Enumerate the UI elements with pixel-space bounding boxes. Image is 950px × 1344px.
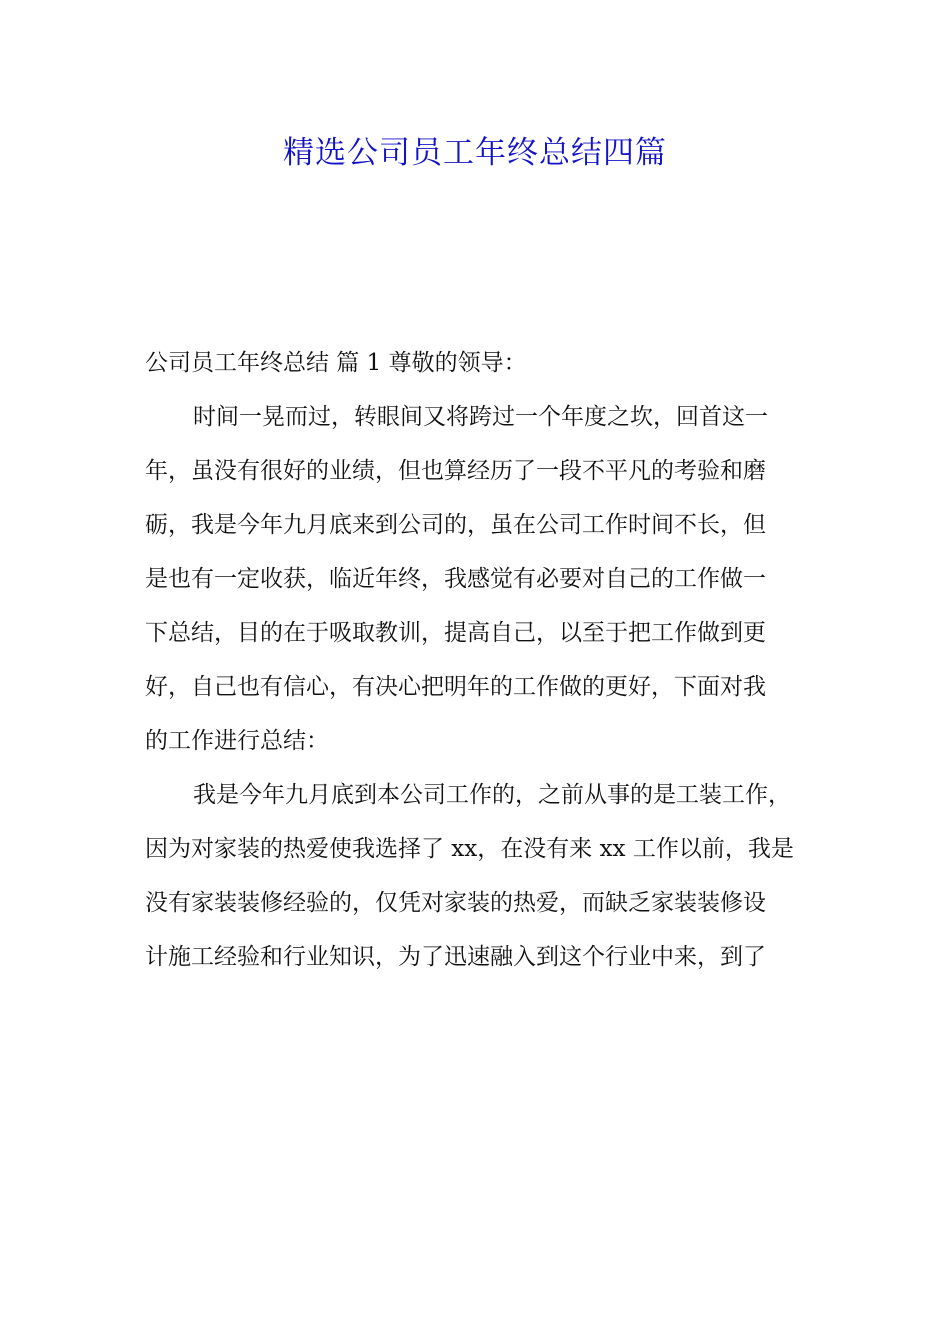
document-title: 精选公司员工年终总结四篇 xyxy=(283,135,667,171)
paragraph-line: 年，虽没有很好的业绩，但也算经历了一段不平凡的考验和磨 xyxy=(145,458,766,484)
paragraph-line: 好，自己也有信心，有决心把明年的工作做的更好，下面对我 xyxy=(145,674,766,700)
document-body xyxy=(145,336,815,984)
paragraph-line: 时间一晃而过，转眼间又将跨过一个年度之坎，回首这一 xyxy=(193,404,768,430)
paragraph-line: 计施工经验和行业知识，为了迅速融入到这个行业中来，到了 xyxy=(145,944,766,970)
paragraph-line: 的工作进行总结： xyxy=(145,728,329,754)
paragraph-line: 因为对家装的热爱使我选择了 xx，在没有来 xx 工作以前，我是 xyxy=(145,836,794,862)
paragraph-line: 没有家装装修经验的，仅凭对家装的热爱，而缺乏家装装修设 xyxy=(145,890,766,916)
paragraph-line: 砺，我是今年九月底来到公司的，虽在公司工作时间不长，但 xyxy=(145,512,766,538)
paragraph-line: 下总结，目的在于吸取教训，提高自己，以至于把工作做到更 xyxy=(145,620,766,646)
paragraph-line: 公司员工年终总结 篇 1 尊敬的领导： xyxy=(145,350,527,376)
paragraph-line: 是也有一定收获，临近年终，我感觉有必要对自己的工作做一 xyxy=(145,566,766,592)
paragraph-line: 我是今年九月底到本公司工作的，之前从事的是工装工作， xyxy=(193,782,791,808)
